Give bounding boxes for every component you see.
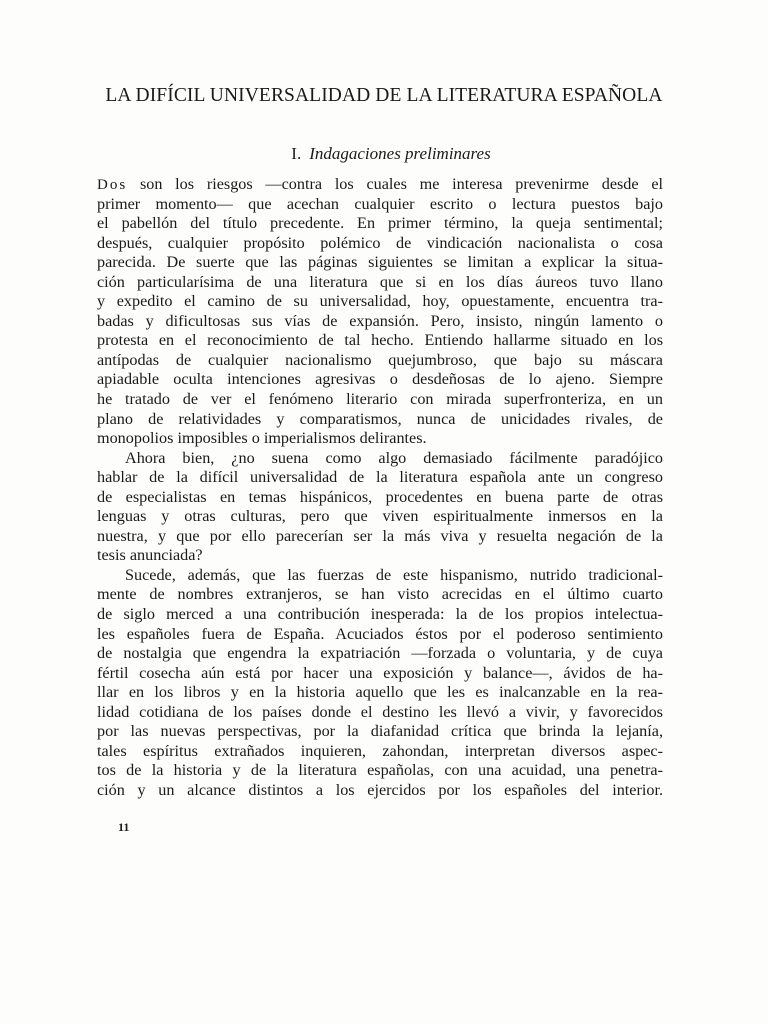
section-number: I. [291, 144, 302, 163]
text-line: y expedito el camino de su universalidad, hoy, opuestamente, encuentra tra- [97, 292, 663, 311]
text-line: lenguas y otras culturas, pero que viven espiritualmente inmersos en la [97, 507, 663, 526]
text-line: Dos son los riesgos —contra los cuales me interesa prevenirme desde el [97, 175, 664, 193]
text-line: hablar de la difícil universalidad de la literatura española ante un congreso [97, 468, 663, 487]
text-line: antípodas de cualquier nacionalismo quejumbroso, que bajo su máscara [97, 350, 663, 369]
text-line: el pabellón del título precedente. En primer término, la queja sentimental; [97, 214, 663, 233]
body-text [97, 175, 663, 801]
text-line: les españoles fuera de España. Acuciados éstos por el poderoso sentimiento [97, 624, 663, 643]
text-line: después, cualquier propósito polémico de vindicación nacionalista o cosa [97, 233, 663, 252]
text-line: de especialistas en temas hispánicos, procedentes en buena parte de otras [97, 487, 663, 506]
text-line: llar en los libros y en la historia aquello que les es inalcanzable en la rea- [97, 683, 663, 702]
text-line: fértil cosecha aún está por hacer una exposición y balance—, ávidos de ha- [97, 663, 663, 682]
text-line: mente de nombres extranjeros, se han visto acrecidas en el último cuarto [97, 585, 663, 604]
chapter-title: LA DIFÍCIL UNIVERSALIDAD DE LA LITERATURA ESPAÑOLA [105, 85, 663, 106]
text-line: de nostalgia que engendra la expatriación —forzada o voluntaria, y de cuya [97, 644, 663, 663]
section-name: Indagaciones preliminares [309, 144, 491, 163]
drop-word: Dos [97, 177, 128, 193]
text-line: nuestra, y que por ello parecerían ser la más viva y resuelta negación de la [97, 526, 663, 545]
text-line: apiadable oculta intenciones agresivas o desdeñosas de lo ajeno. Siempre [97, 370, 663, 389]
text-line: Sucede, además, que las fuerzas de este hispanismo, nutrido tradicional- [125, 565, 663, 584]
text-line: de siglo merced a una contribución inesperada: la de los propios intelectua- [97, 605, 663, 624]
text-line: protesta en el reconocimiento de tal hecho. Entiendo hallarme situado en los [97, 331, 663, 350]
text-line: tos de la historia y de la literatura españolas, con una acuidad, una penetra- [97, 761, 663, 780]
text-line: tesis anunciada? [97, 546, 203, 565]
text-line: badas y dificultosas sus vías de expansión. Pero, insisto, ningún lamento o [97, 311, 663, 330]
text-line: plano de relatividades y comparatismos, nunca de unicidades rivales, de [97, 409, 663, 428]
page-number: 11 [118, 820, 130, 834]
text-line: ción particularísima de una literatura que si en los días áureos tuvo llano [97, 272, 663, 291]
text-line: primer momento— que acechan cualquier escrito o lectura puestos bajo [97, 194, 663, 213]
text-line: ción y un alcance distintos a los ejercidos por los españoles del interior. [97, 780, 663, 799]
text-line: parecida. De suerte que las páginas siguientes se limitan a explicar la situa- [97, 253, 663, 272]
text-line: tales espíritus extrañados inquieren, zahondan, interpretan diversos aspec- [97, 741, 663, 760]
text-line: monopolios imposibles o imperialismos delirantes. [97, 429, 427, 448]
text-line: por las nuevas perspectivas, por la diafanidad crítica que brinda la lejanía, [97, 722, 663, 741]
text-line: he tratado de ver el fenómeno literario con mirada superfronteriza, en un [97, 390, 663, 409]
section-heading [0, 144, 768, 164]
text-line: Ahora bien, ¿no suena como algo demasiado fácilmente paradójico [125, 448, 663, 467]
text-line: lidad cotidiana de los países donde el destino les llevó a vivir, y favorecidos [97, 702, 663, 721]
